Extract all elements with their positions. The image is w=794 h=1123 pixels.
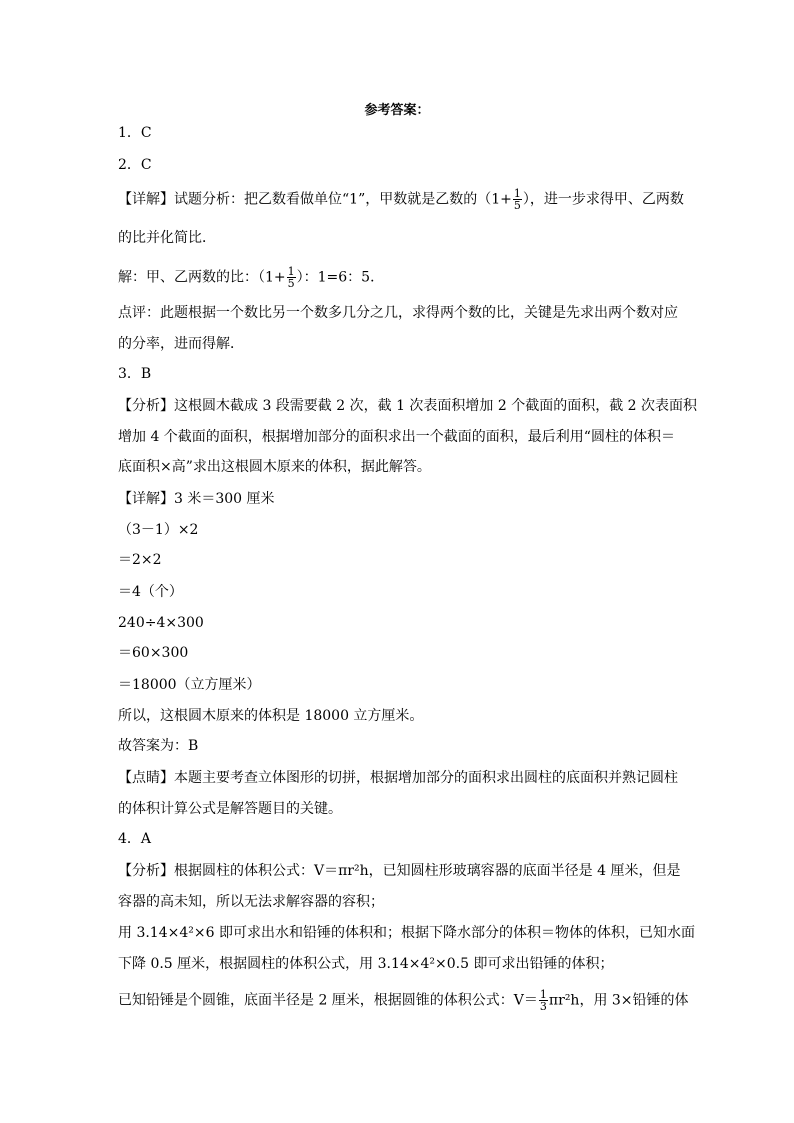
fraction-one-third — [539, 989, 548, 1012]
analysis-line: 【分析】这根圆木截成 3 段需要截 2 次，截 1 次表面积增加 2 个截面的面积，截 2 次表面积 — [118, 398, 698, 414]
tip-line-2: 的体积计算公式是解答题目的关键。 — [118, 801, 342, 817]
solution-text-a: 解：甲、乙两数的比：（1+ — [118, 269, 286, 286]
analysis-4-line-2: 容器的高未知，所以无法求解容器的容积； — [118, 894, 384, 910]
fraction-one-fifth — [513, 188, 522, 211]
cone-text-b: πr²h，用 3×铅锤的体 — [548, 992, 689, 1009]
detail-3-line: 【详解】3 米＝300 厘米 — [118, 491, 275, 507]
answer-4: 4．A — [118, 831, 152, 847]
conclusion-line: 所以，这根圆木原来的体积是 18000 立方厘米。 — [118, 708, 424, 724]
detail-line-2: 的比并化简比． — [118, 230, 216, 246]
fraction-numerator: 1 — [513, 187, 521, 200]
fraction-denominator: 5 — [513, 199, 521, 212]
answer-3: 3．B — [118, 366, 152, 382]
fraction-denominator: 3 — [539, 1000, 547, 1013]
calc-line-4: 240÷4×300 — [118, 615, 204, 631]
page-title: 参考答案： — [364, 103, 430, 118]
fraction-one-fifth-2 — [287, 266, 296, 289]
fraction-denominator: 5 — [287, 277, 295, 290]
solution-line — [118, 266, 678, 289]
answer-1: 1．C — [118, 125, 152, 141]
calc-line-3: ＝4（个） — [118, 584, 183, 600]
detail-text-b: ），进一步求得甲、乙两数 — [522, 191, 684, 208]
calc-line-5: ＝60×300 — [118, 645, 189, 661]
answer-2: 2．C — [118, 157, 152, 173]
analysis-line-3: 底面积×高”求出这根圆木原来的体积，据此解答。 — [118, 459, 431, 475]
analysis-4-line-5 — [118, 988, 689, 1013]
analysis-4-line-3: 用 3.14×4²×6 即可求出水和铅锤的体积和；根据下降水部分的体积＝物体的体积，已知水面 — [118, 925, 695, 941]
calc-line-6: ＝18000（立方厘米） — [118, 677, 261, 693]
tip-line: 【点睛】本题主要考查立体图形的切拼，根据增加部分的面积求出圆柱的底面积并熟记圆柱 — [118, 770, 678, 786]
analysis-4-line-4: 下降 0.5 厘米，根据圆柱的体积公式，用 3.14×4²×0.5 即可求出铅锤的体积； — [118, 956, 614, 972]
analysis-line-2: 增加 4 个截面的面积，根据增加部分的面积求出一个截面的面积，最后利用“圆柱的体积＝ — [118, 429, 675, 445]
cone-text-a: 已知铅锤是个圆锥，底面半径是 2 厘米，根据圆锥的体积公式：V＝ — [118, 992, 538, 1009]
solution-text-b: ）：1=6：5． — [296, 269, 385, 286]
calc-line-2: ＝2×2 — [118, 552, 162, 568]
fraction-numerator: 1 — [539, 988, 547, 1001]
analysis-4-line: 【分析】根据圆柱的体积公式：V＝πr²h，已知圆柱形玻璃容器的底面半径是 4 厘米，但是 — [118, 863, 681, 879]
fraction-numerator: 1 — [287, 265, 295, 278]
detail-line — [118, 187, 684, 212]
comment-line-2: 的分率，进而得解． — [118, 336, 244, 352]
calc-line-1: （3－1）×2 — [118, 522, 199, 538]
final-answer-line: 故答案为：B — [118, 738, 199, 754]
detail-text-a: 【详解】试题分析：把乙数看做单位“1”，甲数就是乙数的（1+ — [118, 191, 512, 208]
comment-line: 点评：此题根据一个数比另一个数多几分之几，求得两个数的比，关键是先求出两个数对应 — [118, 305, 678, 321]
